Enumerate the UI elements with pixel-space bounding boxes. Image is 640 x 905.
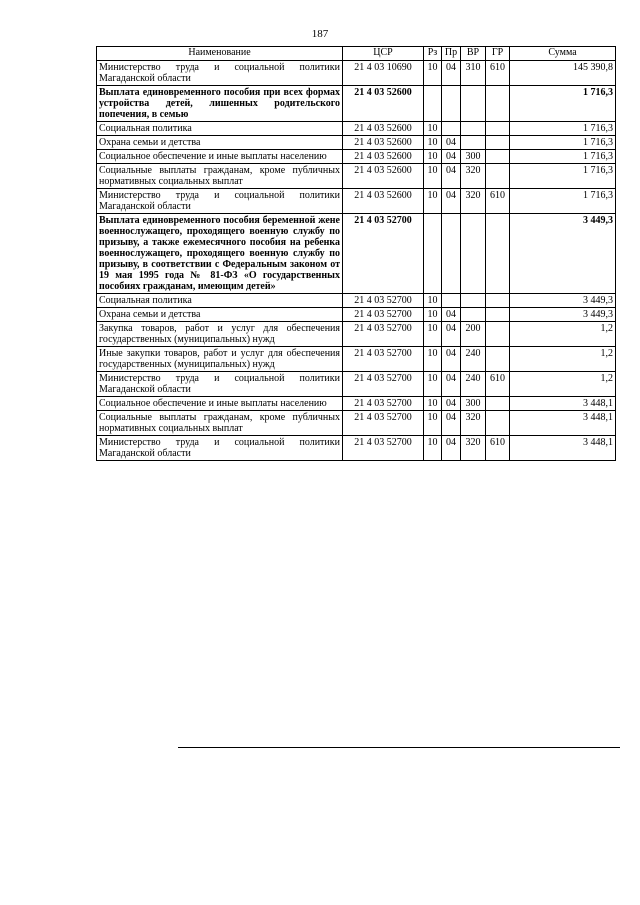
cell-sum: 3 448,1 (510, 411, 616, 436)
header-rz: Рз (424, 47, 442, 61)
cell-gr: 610 (486, 372, 510, 397)
cell-name: Социальная политика (97, 122, 343, 136)
cell-sum: 1 716,3 (510, 86, 616, 122)
cell-name: Выплата единовременного пособия при всех формах устройства детей, лишенных родительского попечения, в семью (97, 86, 343, 122)
cell-gr (486, 347, 510, 372)
cell-sum: 1 716,3 (510, 150, 616, 164)
table-row (97, 136, 616, 150)
table-row (97, 150, 616, 164)
cell-csr: 21 4 03 52700 (343, 372, 424, 397)
cell-csr: 21 4 03 52700 (343, 411, 424, 436)
cell-csr: 21 4 03 52700 (343, 397, 424, 411)
table-row (97, 308, 616, 322)
cell-vr: 240 (461, 347, 486, 372)
cell-csr: 21 4 03 52700 (343, 294, 424, 308)
cell-sum: 3 448,1 (510, 397, 616, 411)
cell-pr: 04 (442, 136, 461, 150)
cell-gr (486, 86, 510, 122)
cell-csr: 21 4 03 52600 (343, 136, 424, 150)
cell-rz: 10 (424, 308, 442, 322)
cell-vr (461, 308, 486, 322)
table-row (97, 411, 616, 436)
cell-rz: 10 (424, 397, 442, 411)
table-row (97, 61, 616, 86)
cell-rz (424, 214, 442, 294)
cell-csr: 21 4 03 52700 (343, 308, 424, 322)
cell-pr: 04 (442, 347, 461, 372)
cell-rz: 10 (424, 150, 442, 164)
cell-csr: 21 4 03 52700 (343, 436, 424, 461)
cell-vr (461, 122, 486, 136)
cell-gr (486, 136, 510, 150)
cell-csr: 21 4 03 52700 (343, 347, 424, 372)
cell-pr: 04 (442, 150, 461, 164)
header-pr: Пр (442, 47, 461, 61)
cell-pr: 04 (442, 164, 461, 189)
cell-vr: 300 (461, 150, 486, 164)
cell-rz: 10 (424, 322, 442, 347)
cell-name: Министерство труда и социальной политики Магаданской области (97, 436, 343, 461)
cell-csr: 21 4 03 52600 (343, 150, 424, 164)
cell-pr: 04 (442, 189, 461, 214)
cell-vr: 320 (461, 436, 486, 461)
table-row (97, 347, 616, 372)
cell-gr (486, 150, 510, 164)
cell-name: Закупка товаров, работ и услуг для обеспечения государственных (муниципальных) нужд (97, 322, 343, 347)
cell-rz: 10 (424, 347, 442, 372)
cell-name: Социальные выплаты гражданам, кроме публичных нормативных социальных выплат (97, 164, 343, 189)
cell-vr: 310 (461, 61, 486, 86)
cell-sum: 3 449,3 (510, 214, 616, 294)
cell-rz: 10 (424, 164, 442, 189)
cell-sum: 1 716,3 (510, 136, 616, 150)
cell-pr: 04 (442, 397, 461, 411)
cell-rz: 10 (424, 136, 442, 150)
cell-gr (486, 322, 510, 347)
cell-pr: 04 (442, 372, 461, 397)
cell-sum: 1 716,3 (510, 164, 616, 189)
cell-name: Министерство труда и социальной политики Магаданской области (97, 61, 343, 86)
page-number: 187 (311, 28, 329, 40)
cell-rz (424, 86, 442, 122)
header-csr: ЦСР (343, 47, 424, 61)
header-name: Наименование (97, 47, 343, 61)
table-row (97, 397, 616, 411)
cell-gr (486, 411, 510, 436)
cell-name: Охрана семьи и детства (97, 308, 343, 322)
cell-name: Министерство труда и социальной политики Магаданской области (97, 189, 343, 214)
cell-gr (486, 164, 510, 189)
cell-vr (461, 86, 486, 122)
cell-pr (442, 122, 461, 136)
cell-vr: 200 (461, 322, 486, 347)
cell-csr: 21 4 03 52700 (343, 214, 424, 294)
cell-sum: 1,2 (510, 372, 616, 397)
cell-gr (486, 397, 510, 411)
cell-csr: 21 4 03 52700 (343, 322, 424, 347)
cell-csr: 21 4 03 52600 (343, 164, 424, 189)
cell-sum: 3 449,3 (510, 294, 616, 308)
cell-pr: 04 (442, 308, 461, 322)
table-row (97, 372, 616, 397)
cell-pr (442, 86, 461, 122)
table-row (97, 322, 616, 347)
cell-vr: 320 (461, 164, 486, 189)
header-sum: Сумма (510, 47, 616, 61)
cell-csr: 21 4 03 52600 (343, 86, 424, 122)
cell-vr (461, 136, 486, 150)
cell-name: Выплата единовременного пособия беременной жене военнослужащего, проходящего военную службу по призыву, а также ежемесячного пособия на ребенка военнослужащего, проходящего военную службу по призыву, в соответствии с Федеральным законом от 19 мая 1995 года № 81-ФЗ «О государственных пособиях гражданам, имеющим детей» (97, 214, 343, 294)
header-gr: ГР (486, 47, 510, 61)
cell-vr (461, 214, 486, 294)
cell-sum: 1,2 (510, 347, 616, 372)
cell-gr (486, 214, 510, 294)
cell-csr: 21 4 03 10690 (343, 61, 424, 86)
cell-sum: 1,2 (510, 322, 616, 347)
cell-sum: 3 449,3 (510, 308, 616, 322)
cell-sum: 1 716,3 (510, 122, 616, 136)
cell-pr: 04 (442, 436, 461, 461)
cell-pr: 04 (442, 61, 461, 86)
cell-sum: 1 716,3 (510, 189, 616, 214)
cell-rz: 10 (424, 436, 442, 461)
cell-vr: 300 (461, 397, 486, 411)
cell-gr (486, 122, 510, 136)
cell-sum: 3 448,1 (510, 436, 616, 461)
table-row (97, 122, 616, 136)
cell-name: Социальное обеспечение и иные выплаты населению (97, 150, 343, 164)
cell-gr (486, 294, 510, 308)
cell-name: Министерство труда и социальной политики Магаданской области (97, 372, 343, 397)
cell-gr (486, 308, 510, 322)
cell-csr: 21 4 03 52600 (343, 189, 424, 214)
cell-pr: 04 (442, 322, 461, 347)
cell-pr: 04 (442, 411, 461, 436)
cell-vr: 320 (461, 189, 486, 214)
cell-rz: 10 (424, 411, 442, 436)
budget-table (96, 46, 616, 461)
table-row (97, 189, 616, 214)
cell-vr: 320 (461, 411, 486, 436)
cell-rz: 10 (424, 189, 442, 214)
cell-name: Социальные выплаты гражданам, кроме публичных нормативных социальных выплат (97, 411, 343, 436)
cell-pr (442, 294, 461, 308)
cell-pr (442, 214, 461, 294)
table-body (97, 61, 616, 461)
cell-vr: 240 (461, 372, 486, 397)
table-row (97, 214, 616, 294)
cell-vr (461, 294, 486, 308)
cell-sum: 145 390,8 (510, 61, 616, 86)
table-row (97, 164, 616, 189)
cell-gr: 610 (486, 61, 510, 86)
table-header-row (97, 47, 616, 61)
cell-name: Социальное обеспечение и иные выплаты населению (97, 397, 343, 411)
cell-rz: 10 (424, 61, 442, 86)
cell-name: Социальная политика (97, 294, 343, 308)
cell-rz: 10 (424, 122, 442, 136)
cell-gr: 610 (486, 189, 510, 214)
cell-csr: 21 4 03 52600 (343, 122, 424, 136)
cell-rz: 10 (424, 372, 442, 397)
cell-name: Иные закупки товаров, работ и услуг для обеспечения государственных (муниципальных) нужд (97, 347, 343, 372)
header-vr: ВР (461, 47, 486, 61)
table-row (97, 86, 616, 122)
bottom-rule (178, 747, 620, 748)
cell-name: Охрана семьи и детства (97, 136, 343, 150)
cell-gr: 610 (486, 436, 510, 461)
cell-rz: 10 (424, 294, 442, 308)
table-row (97, 436, 616, 461)
table-row (97, 294, 616, 308)
